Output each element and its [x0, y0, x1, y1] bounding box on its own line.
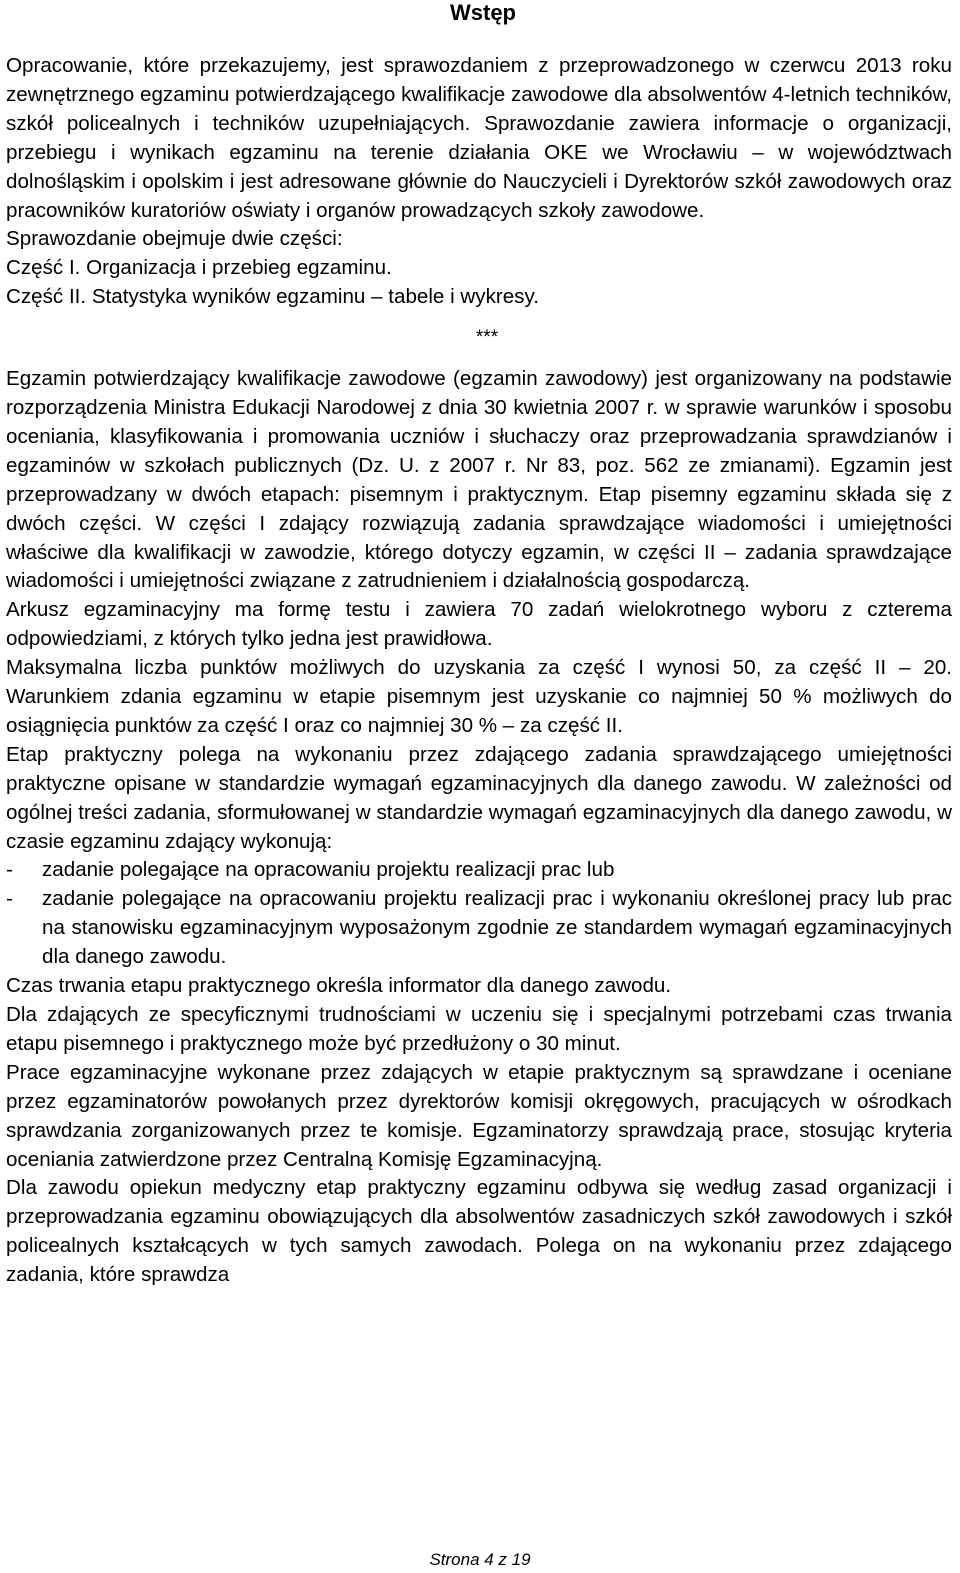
exam-legal-basis-paragraph: Egzamin potwierdzający kwalifikacje zawodowe (egzamin zawodowy) jest organizowany na podstawie rozporządzenia Ministra Edukacji Narodowej z dnia 30 kwietnia 2007 r. w sprawie warunków i sposobu oceniania, klasyfikowania i promowania uczniów i słuchaczy oraz przeprowadzania sprawdzianów i egzaminów w szkołach publicznych (Dz. U. z 2007 r. Nr 83, poz. 562 ze zmianami). Egzamin jest przeprowadzany w dwóch etapach: pisemnym i praktycznym. Etap pisemny egzaminu składa się z dwóch części. W części I zdający rozwiązują zadania sprawdzające wiadomości i umiejętności właściwe dla kwalifikacji w zawodzie, którego dotyczy egzamin, w części II – zadania sprawdzające wiadomości i umiejętności związane z zatrudnieniem i działalnością gospodarczą.: [6, 367, 952, 593]
list-dash: -: [6, 858, 13, 882]
special-needs-paragraph: Dla zdających ze specyficznymi trudnościami w uczeniu się i specjalnymi potrzebami czas trwania etapu pisemnego i praktycznego może być przedłużony o 30 minut.: [6, 1003, 952, 1055]
exam-points-paragraph: Maksymalna liczba punktów możliwych do uzyskania za część I wynosi 50, za część II – 20. Warunkiem zdania egzaminu w etapie pisemnym jest uzyskanie co najmniej 50 % możliwych do osiągnięcia punktów za część I oraz co najmniej 30 % – za część II.: [6, 656, 952, 737]
page-title: Wstęp: [450, 0, 516, 25]
list-item: [6, 885, 952, 972]
section-separator: ***: [475, 327, 499, 349]
medical-carer-paragraph: Dla zawodu opiekun medyczny etap praktyczny egzaminu odbywa się według zasad organizacji i przeprowadzania egzaminu obowiązujących dla absolwentów zasadniczych szkół zawodowych i szkół policealnych kształcących w tych samych zawodach. Polega on na wykonaniu przez zdającego zadania, które sprawdza: [6, 1176, 952, 1287]
intro-part-one: Część I. Organizacja i przebieg egzaminu.: [6, 256, 392, 280]
list-item-text: zadanie polegające na opracowaniu projektu realizacji prac lub: [42, 858, 615, 882]
list-item-text: zadanie polegające na opracowaniu projektu realizacji prac i wykonaniu określonej pracy lub prac na stanowisku egzaminacyjnym wyposażonym zgodnie ze standardem wymagań egzaminacyjnych dla danego zawodu.: [42, 887, 952, 969]
practical-duration-paragraph: Czas trwania etapu praktycznego określa informator dla danego zawodu.: [6, 974, 672, 998]
task-type-list: [6, 856, 952, 972]
intro-paragraph: Opracowanie, które przekazujemy, jest sprawozdaniem z przeprowadzonego w czerwcu 2013 roku zewnętrznego egzaminu potwierdzającego kwalifikacje zawodowe dla absolwentów 4-letnich techników, szkół policealnych i techników uzupełniających. Sprawozdanie zawiera informacje o organizacji, przebiegu i wynikach egzaminu na terenie działania OKE we Wrocławiu – w województwach dolnośląskim i opolskim i jest adresowane głównie do Nauczycieli i Dyrektorów szkół zawodowych oraz pracowników kuratoriów oświaty i organów prowadzących szkoły zawodowe.: [6, 54, 952, 222]
list-item: [6, 856, 952, 885]
intro-part-two: Część II. Statystyka wyników egzaminu – tabele i wykresy.: [6, 285, 539, 309]
document-page: [6, 0, 952, 1290]
grading-paragraph: Prace egzaminacyjne wykonane przez zdających w etapie praktycznym są sprawdzane i oceniane przez egzaminatorów powołanych przez dyrektorów komisji okręgowych, pracujących w ośrodkach sprawdzania zorganizowanych przez te komisje. Egzaminatorzy sprawdzają prace, stosując kryteria oceniania zatwierdzone przez Centralną Komisję Egzaminacyjną.: [6, 1060, 952, 1171]
exam-sheet-paragraph: Arkusz egzaminacyjny ma formę testu i zawiera 70 zadań wielokrotnego wyboru z czterema odpowiedziami, z których tylko jedna jest prawidłowa.: [6, 598, 952, 651]
list-dash: -: [6, 887, 13, 911]
page-number-footer: Strona 4 z 19: [429, 1550, 531, 1569]
practical-stage-paragraph: Etap praktyczny polega na wykonaniu przez zdającego zadania sprawdzającego umiejętności praktyczne opisane w standardzie wymagań egzaminacyjnych dla danego zawodu. W zależności od ogólnej treści zadania, sformułowanej w standardzie wymagań egzaminacyjnych dla danego zawodu, w czasie egzaminu zdający wykonują:: [6, 742, 952, 853]
intro-parts-lead: Sprawozdanie obejmuje dwie części:: [6, 227, 343, 251]
